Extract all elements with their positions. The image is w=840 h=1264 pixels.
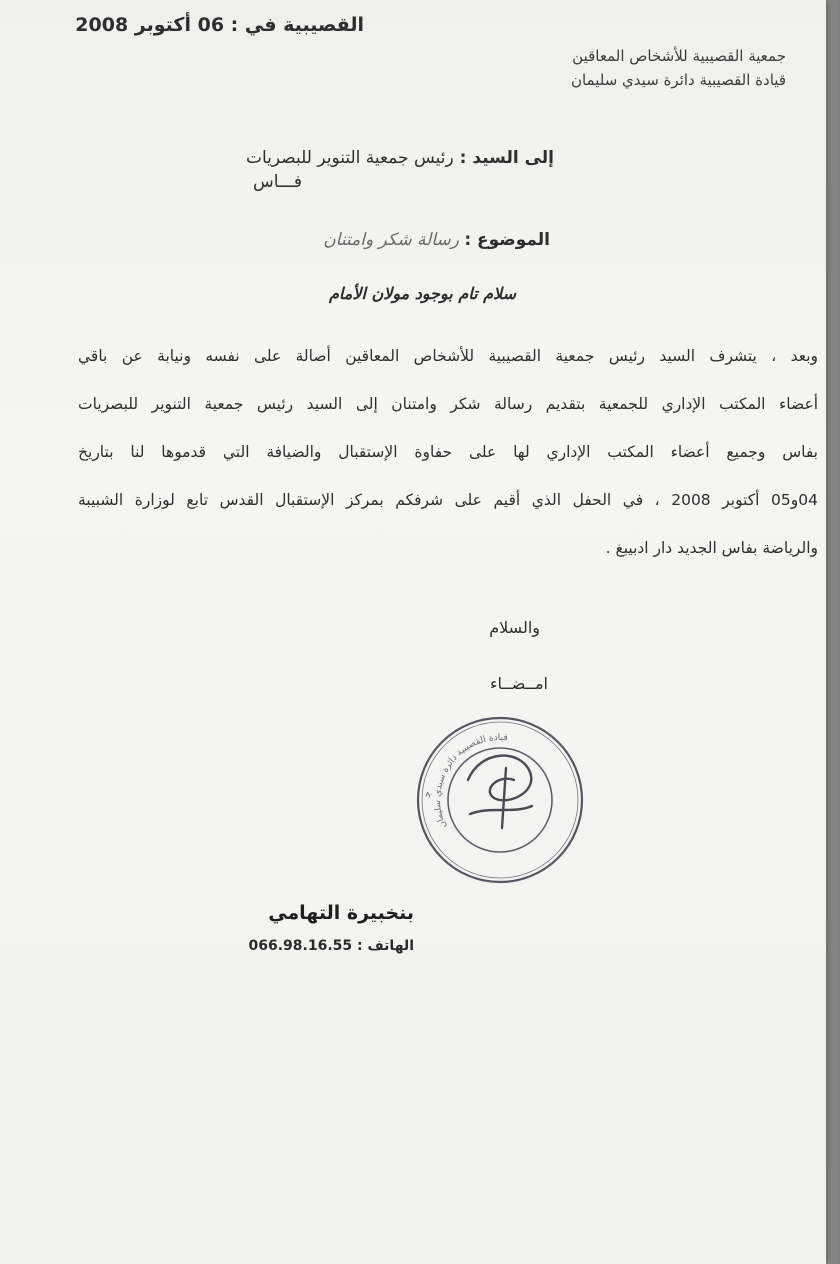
subject-text: رسالة شكر وامتنان (323, 230, 459, 250)
signer-name: بنخبيرة التهامي (268, 902, 414, 924)
greeting: سلام تام بوجود مولان الأمام (328, 284, 516, 303)
organization-name: جمعية القصيبية للأشخاص المعاقين (572, 47, 786, 65)
stamp-outer-text: ج (422, 790, 434, 798)
subject-label: الموضوع : (464, 230, 550, 250)
phone-label: الهاتف : (357, 938, 414, 954)
body-line: وبعد ، يتشرف السيد رئيس جمعية القصيبية للأشخاص المعاقين أصالة على نفسه ونيابة عن باقي (78, 347, 818, 365)
recipient-line (246, 148, 554, 168)
organization-district: قيادة القصيبية دائرة سيدي سليمان (570, 71, 786, 89)
signature-label: امــضــاء (489, 674, 548, 693)
body-line: بفاس وجميع أعضاء المكتب الإداري لها على حفاوة الإستقبال والضيافة التي قدموها لنا بتاريخ (78, 443, 818, 461)
body-line: 04و05 أكتوبر 2008 ، في الحفل الذي أقيم على شرفكم بمركز الإستقبال القدس تابع لوزارة الشبيبة (78, 491, 818, 509)
stamp-seal-icon (410, 710, 590, 890)
dateline-place: القصيبية في : (230, 14, 364, 36)
organization-stamp (410, 710, 590, 890)
closing-salutation: والسلام (489, 618, 540, 637)
recipient-label: إلى السيد : (459, 148, 554, 168)
recipient-name: رئيس جمعية التنوير للبصريات (245, 148, 454, 168)
body-line: والرياضة بفاس الجديد دار ادبيبغ . (605, 539, 818, 557)
phone-number: 066.98.16.55 (248, 938, 353, 954)
subject-line (323, 230, 550, 250)
recipient-city: فـــاس (253, 172, 302, 192)
phone-line (249, 938, 414, 954)
stamp-inner-text: قيادة القصيبية دائرة سيدي سليمان (432, 732, 509, 830)
dateline (75, 14, 364, 36)
body-line: أعضاء المكتب الإداري للجمعية بتقديم رسالة شكر وامتنان إلى السيد رئيس جمعية التنوير للبصريات (78, 395, 818, 413)
dateline-date: 06 أكتوبر 2008 (75, 14, 225, 36)
letter-body (78, 332, 818, 572)
organization-header (571, 44, 786, 92)
